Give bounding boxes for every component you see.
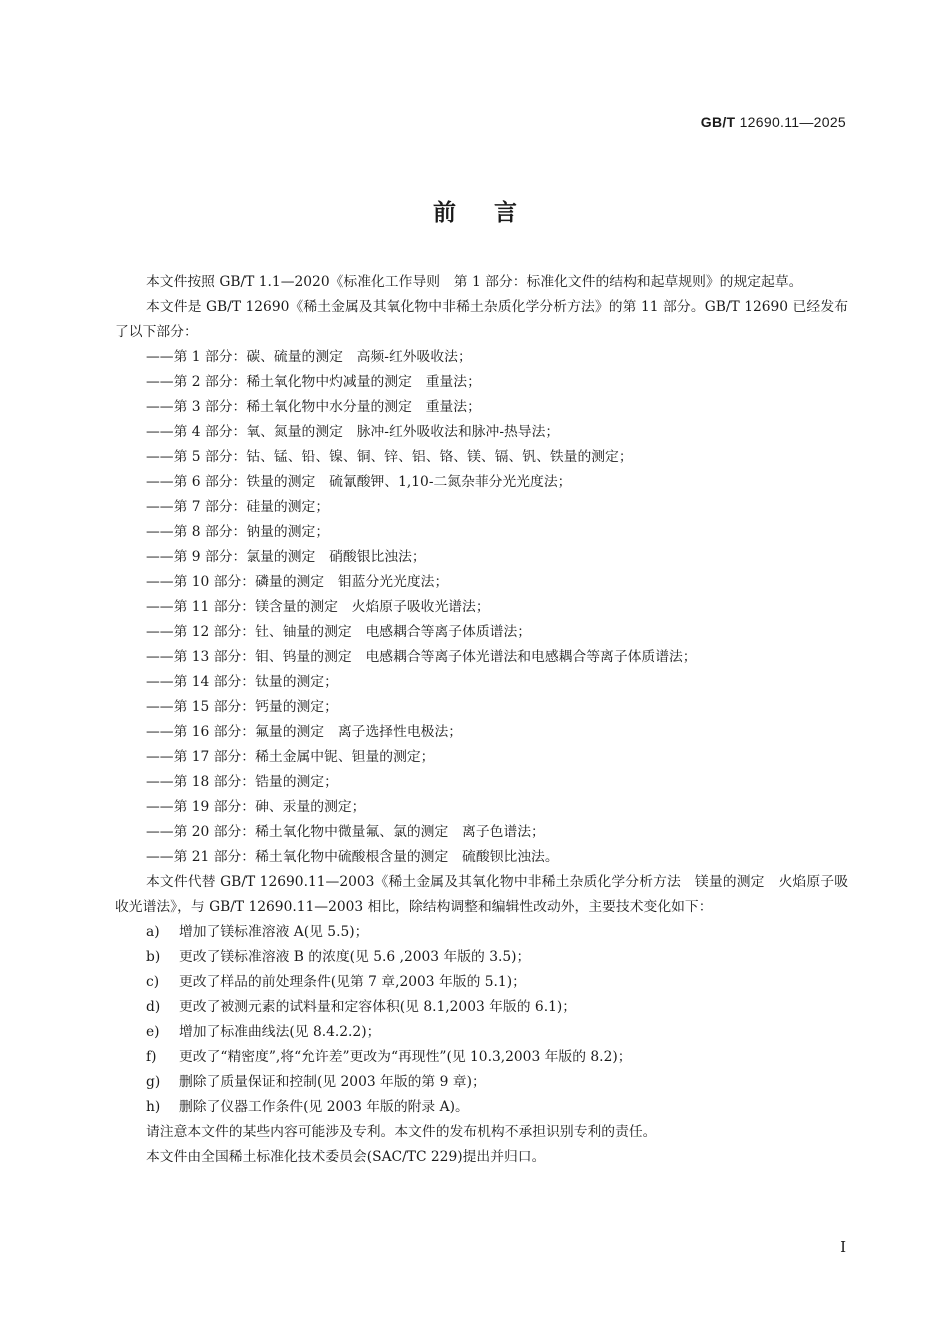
change-item [115, 970, 848, 995]
change-item-label: h) [146, 1099, 161, 1115]
change-item [115, 1095, 848, 1120]
change-item-text: 更改了“精密度”,将“允许差”更改为“再现性”(见 10.3,2003 年版的 8.2)； [179, 1049, 632, 1065]
part-list-item: ——第 6 部分：铁量的测定 硫氰酸钾、1,10-二氮杂菲分光光度法； [146, 474, 572, 490]
change-item-label: e) [146, 1024, 160, 1040]
change-item [115, 920, 848, 945]
change-item [115, 1020, 848, 1045]
change-item [115, 995, 848, 1020]
page-title: 前言 [433, 200, 555, 226]
change-item-label: b) [146, 949, 161, 965]
change-item-text: 更改了被测元素的试料量和定容体积(见 8.1,2003 年版的 6.1)； [179, 999, 577, 1015]
replacement-paragraph: 本文件代替 GB/T 12690.11—2003《稀土金属及其氧化物中非稀土杂质化学分析方法 镁量的测定 火焰原子吸收光谱法》，与 GB/T 12690.11—2003 相比，除结构调整和编辑性改动外，主要技术变化如下： [115, 874, 848, 915]
change-item-text: 删除了质量保证和控制(见 2003 年版的第 9 章)； [179, 1074, 486, 1090]
proposer-statement: 本文件由全国稀土标准化技术委员会(SAC/TC 229)提出并归口。 [146, 1149, 546, 1165]
part-list-item: ——第 8 部分：钠量的测定； [146, 524, 330, 540]
part-list-item: ——第 3 部分：稀土氧化物中水分量的测定 重量法； [146, 399, 481, 415]
part-list-item: ——第 9 部分：氯量的测定 硝酸银比浊法； [146, 549, 426, 565]
part-list-item: ——第 2 部分：稀土氧化物中灼减量的测定 重量法； [146, 374, 481, 390]
part-list-item: ——第 12 部分：钍、铀量的测定 电感耦合等离子体质谱法； [146, 624, 532, 640]
change-item-text: 增加了标准曲线法(见 8.4.2.2)； [179, 1024, 381, 1040]
part-list-item: ——第 1 部分：碳、硫量的测定 高频-红外吸收法； [146, 349, 472, 365]
change-item-label: d) [146, 999, 161, 1015]
standard-code-number: 12690.11—2025 [735, 114, 846, 130]
standard-code-prefix: GB/T [700, 114, 736, 130]
document-body [115, 270, 848, 1170]
change-item-label: g) [146, 1074, 161, 1090]
part-list-item: ——第 17 部分：稀土金属中铌、钽量的测定； [146, 749, 435, 765]
part-list-item: ——第 19 部分：砷、汞量的测定； [146, 799, 366, 815]
intro-paragraph: 本文件按照 GB/T 1.1—2020《标准化工作导则 第 1 部分：标准化文件的结构和起草规则》的规定起草。 [146, 274, 803, 290]
part-list-item: ——第 13 部分：钼、钨量的测定 电感耦合等离子体光谱法和电感耦合等离子体质谱法； [146, 649, 697, 665]
patent-notice: 请注意本文件的某些内容可能涉及专利。本文件的发布机构不承担识别专利的责任。 [146, 1124, 657, 1140]
part-list-item: ——第 14 部分：钛量的测定； [146, 674, 338, 690]
change-item-text: 更改了镁标准溶液 B 的浓度(见 5.6 ,2003 年版的 3.5)； [179, 949, 531, 965]
intro-paragraph: 本文件是 GB/T 12690《稀土金属及其氧化物中非稀土杂质化学分析方法》的第 11 部分。GB/T 12690 已经发布了以下部分： [115, 299, 848, 340]
change-item-text: 删除了仪器工作条件(见 2003 年版的附录 A)。 [179, 1099, 469, 1115]
part-list-item: ——第 4 部分：氧、氮量的测定 脉冲-红外吸收法和脉冲-热导法； [146, 424, 560, 440]
part-list-item: ——第 7 部分：硅量的测定； [146, 499, 330, 515]
part-list-item: ——第 18 部分：锆量的测定； [146, 774, 338, 790]
part-list-item: ——第 20 部分：稀土氧化物中微量氟、氯的测定 离子色谱法； [146, 824, 545, 840]
page-number: I [840, 1238, 846, 1256]
change-item-label: c) [146, 974, 160, 990]
change-item [115, 945, 848, 970]
part-list-item: ——第 16 部分：氟量的测定 离子选择性电极法； [146, 724, 463, 740]
change-item-label: a) [146, 924, 160, 940]
part-list-item: ——第 11 部分：镁含量的测定 火焰原子吸收光谱法； [146, 599, 490, 615]
part-list-item: ——第 5 部分：钴、锰、铅、镍、铜、锌、铝、铬、镁、镉、钒、铁量的测定； [146, 449, 633, 465]
change-item-text: 增加了镁标准溶液 A(见 5.5)； [179, 924, 369, 940]
standard-code [701, 114, 846, 130]
change-item [115, 1045, 848, 1070]
change-item [115, 1070, 848, 1095]
part-list-item: ——第 10 部分：磷量的测定 钼蓝分光光度法； [146, 574, 449, 590]
change-item-text: 更改了样品的前处理条件(见第 7 章,2003 年版的 5.1)； [179, 974, 526, 990]
part-list-item: ——第 21 部分：稀土氧化物中硫酸根含量的测定 硫酸钡比浊法。 [146, 849, 559, 865]
change-item-label: f) [146, 1049, 157, 1065]
part-list-item: ——第 15 部分：钙量的测定； [146, 699, 338, 715]
